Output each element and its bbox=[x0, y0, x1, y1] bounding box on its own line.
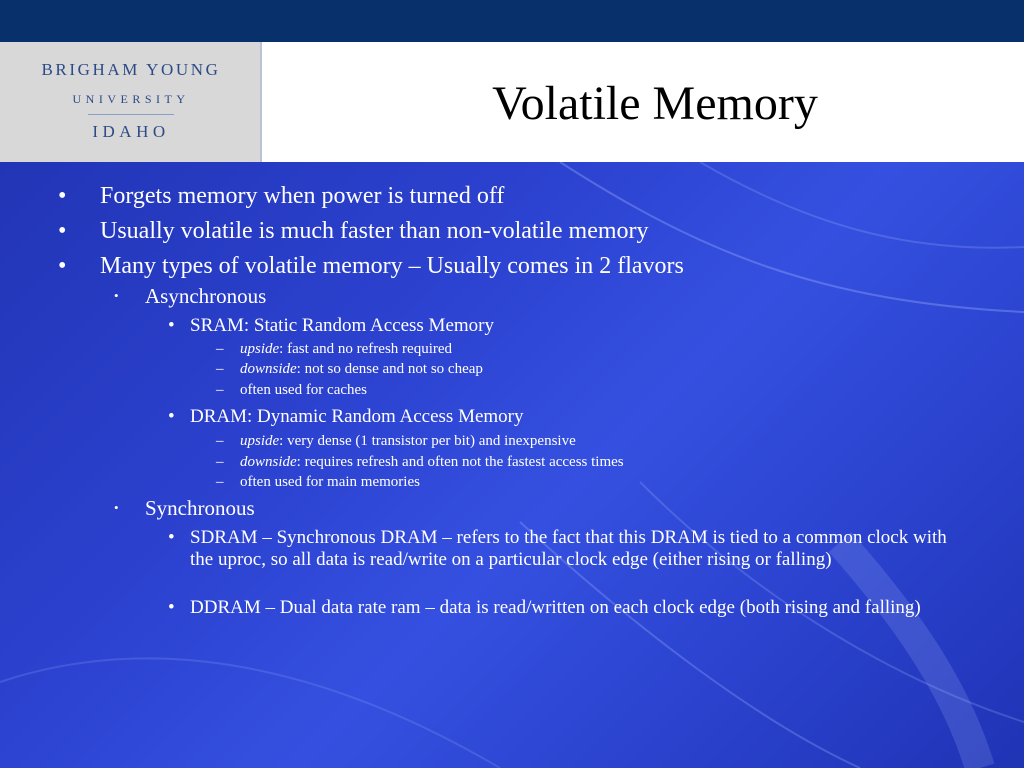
bullet-text: : fast and no refresh required bbox=[279, 341, 453, 357]
bullet-marker: • bbox=[168, 527, 175, 548]
bullet-text: SDRAM – Synchronous DRAM – refers to the fact that this DRAM is tied to a common clock with the uproc, so all data is read/write on a particular clock edge (either rising or falling) bbox=[190, 527, 947, 570]
bullet-marker: • bbox=[114, 500, 119, 515]
bullet-emphasis: upside bbox=[240, 341, 280, 357]
bullet-text: : very dense (1 transistor per bit) and inexpensive bbox=[279, 433, 576, 449]
bullet-marker: • bbox=[58, 253, 67, 279]
top-band bbox=[0, 0, 1024, 42]
bullet-item bbox=[168, 597, 968, 619]
logo-line-3: IDAHO bbox=[92, 122, 170, 141]
slide-content bbox=[0, 162, 1024, 768]
bullet-marker: – bbox=[216, 361, 224, 377]
slide-title: Volatile Memory bbox=[492, 77, 818, 130]
bullet-marker: – bbox=[216, 341, 224, 357]
bullet-text: SRAM: Static Random Access Memory bbox=[190, 315, 494, 336]
bullet-emphasis: downside bbox=[240, 361, 297, 377]
bullet-text: Many types of volatile memory – Usually comes in 2 flavors bbox=[100, 253, 684, 279]
bullet-marker: • bbox=[168, 406, 175, 427]
bullet-text: Forgets memory when power is turned off bbox=[100, 183, 505, 209]
bullet-item bbox=[168, 527, 968, 571]
bullet-marker: • bbox=[58, 183, 67, 209]
bullet-marker: – bbox=[216, 474, 224, 490]
bullet-emphasis: upside bbox=[240, 433, 280, 449]
bullet-marker: – bbox=[216, 433, 224, 449]
university-logo bbox=[0, 42, 262, 162]
bullet-marker: • bbox=[58, 218, 67, 244]
logo-divider bbox=[88, 114, 174, 115]
bullet-text: often used for main memories bbox=[240, 474, 420, 490]
bullet-text: DRAM: Dynamic Random Access Memory bbox=[190, 406, 524, 427]
logo-line-2: UNIVERSITY bbox=[72, 92, 190, 106]
bullet-marker: – bbox=[216, 454, 224, 470]
bullet-text: : requires refresh and often not the fastest access times bbox=[296, 454, 624, 470]
bullet-text: DDRAM – Dual data rate ram – data is read/written on each clock edge (both rising and falling) bbox=[190, 597, 921, 618]
bullet-text: often used for caches bbox=[240, 382, 368, 398]
bullet-text: Asynchronous bbox=[145, 284, 267, 308]
bullet-marker: • bbox=[114, 288, 119, 303]
bullet-marker: – bbox=[216, 382, 224, 398]
bullet-text: : not so dense and not so cheap bbox=[296, 361, 483, 377]
logo-line-1: BRIGHAM YOUNG bbox=[41, 60, 221, 79]
bullet-marker: • bbox=[168, 597, 175, 618]
bullet-text: Synchronous bbox=[145, 496, 255, 520]
bullet-marker: • bbox=[168, 315, 175, 336]
slide-header bbox=[0, 42, 1024, 162]
bullet-text: Usually volatile is much faster than non-volatile memory bbox=[100, 218, 649, 244]
bullet-emphasis: downside bbox=[240, 454, 297, 470]
